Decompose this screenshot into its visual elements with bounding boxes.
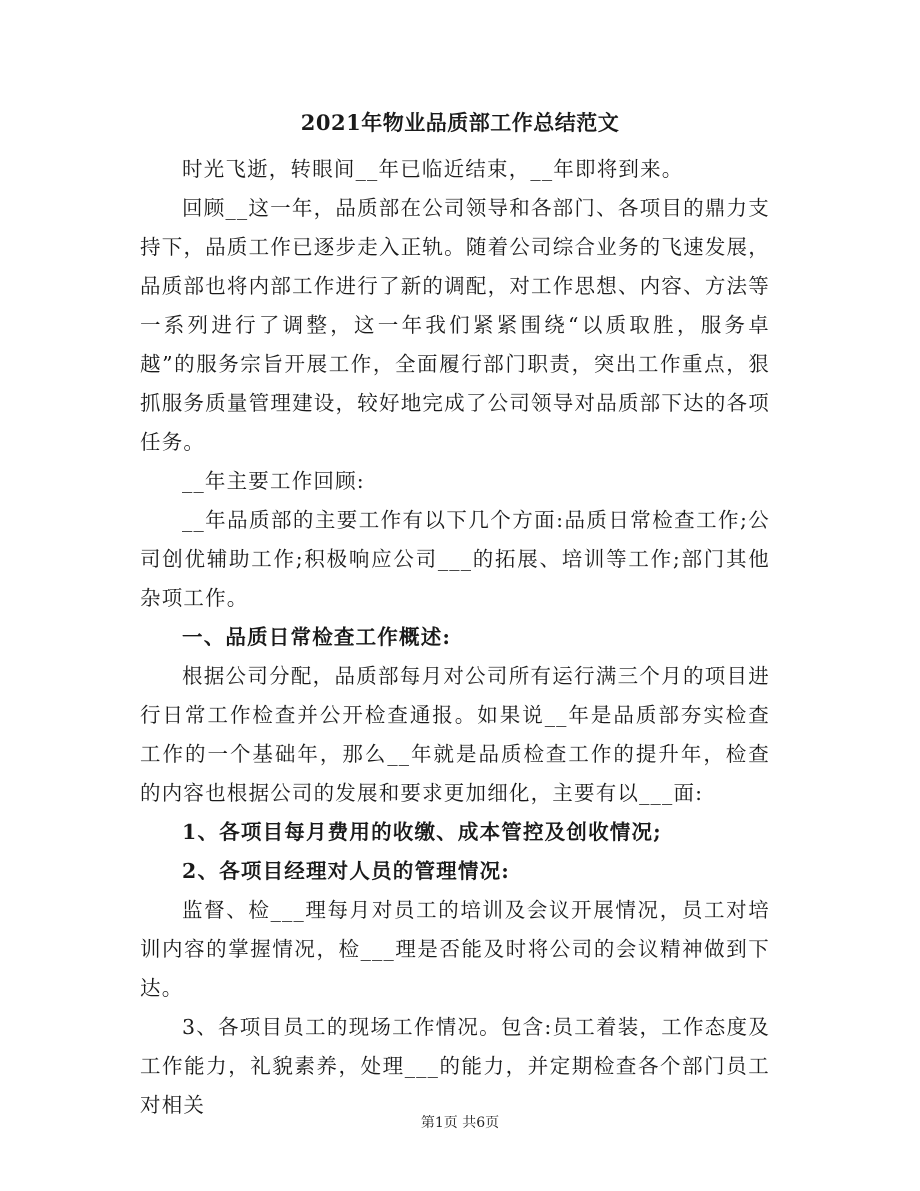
paragraph-inspection: 根据公司分配，品质部每月对公司所有运行满三个月的项目进行日常工作检查并公开检查通报。如果说__年是品质部夯实检查工作的一个基础年，那么__年就是品质检查工作的提升年，检查的内容也根据公司的发展和要求更加细化，主要有以___面: — [140, 664, 770, 805]
paragraph-supervision: 监督、检___理每月对员工的培训及会议开展情况，员工对培训内容的掌握情况，检___理是否能及时将公司的会议精神做到下达。 — [140, 898, 770, 1000]
section-heading-1: 一、品质日常检查工作概述: — [182, 625, 452, 649]
list-item-2: 2、各项目经理对人员的管理情况: — [182, 859, 511, 883]
list-item-1: 1、各项目每月费用的收缴、成本管控及创收情况; — [182, 820, 662, 844]
paragraph-main-work: __年品质部的主要工作有以下几个方面:品质日常检查工作;公司创优辅助工作;积极响应公司___的拓展、培训等工作;部门其他杂项工作。 — [140, 508, 770, 610]
document-body — [140, 150, 770, 1125]
page-footer: 第1页 共6页 — [420, 1115, 500, 1131]
list-item-3: 3、各项目员工的现场工作情况。包含:员工着装，工作态度及工作能力，礼貌素养，处理___的能力，并定期检查各个部门员工对相关 — [140, 1015, 770, 1117]
paragraph-main-work-heading: __年主要工作回顾: — [182, 469, 365, 493]
paragraph-intro: 时光飞逝，转眼间__年已临近结束，__年即将到来。 — [182, 157, 684, 181]
document-title: 2021年物业品质部工作总结范文 — [300, 110, 620, 135]
paragraph-review: 回顾__这一年，品质部在公司领导和各部门、各项目的鼎力支持下，品质工作已逐步走入正轨。随着公司综合业务的飞速发展，品质部也将内部工作进行了新的调配，对工作思想、内容、方法等一系列进行了调整，这一年我们紧紧围绕“以质取胜，服务卓越”的服务宗旨开展工作，全面履行部门职责，突出工作重点，狠抓服务质量管理建设，较好地完成了公司领导对品质部下达的各项任务。 — [140, 196, 770, 454]
